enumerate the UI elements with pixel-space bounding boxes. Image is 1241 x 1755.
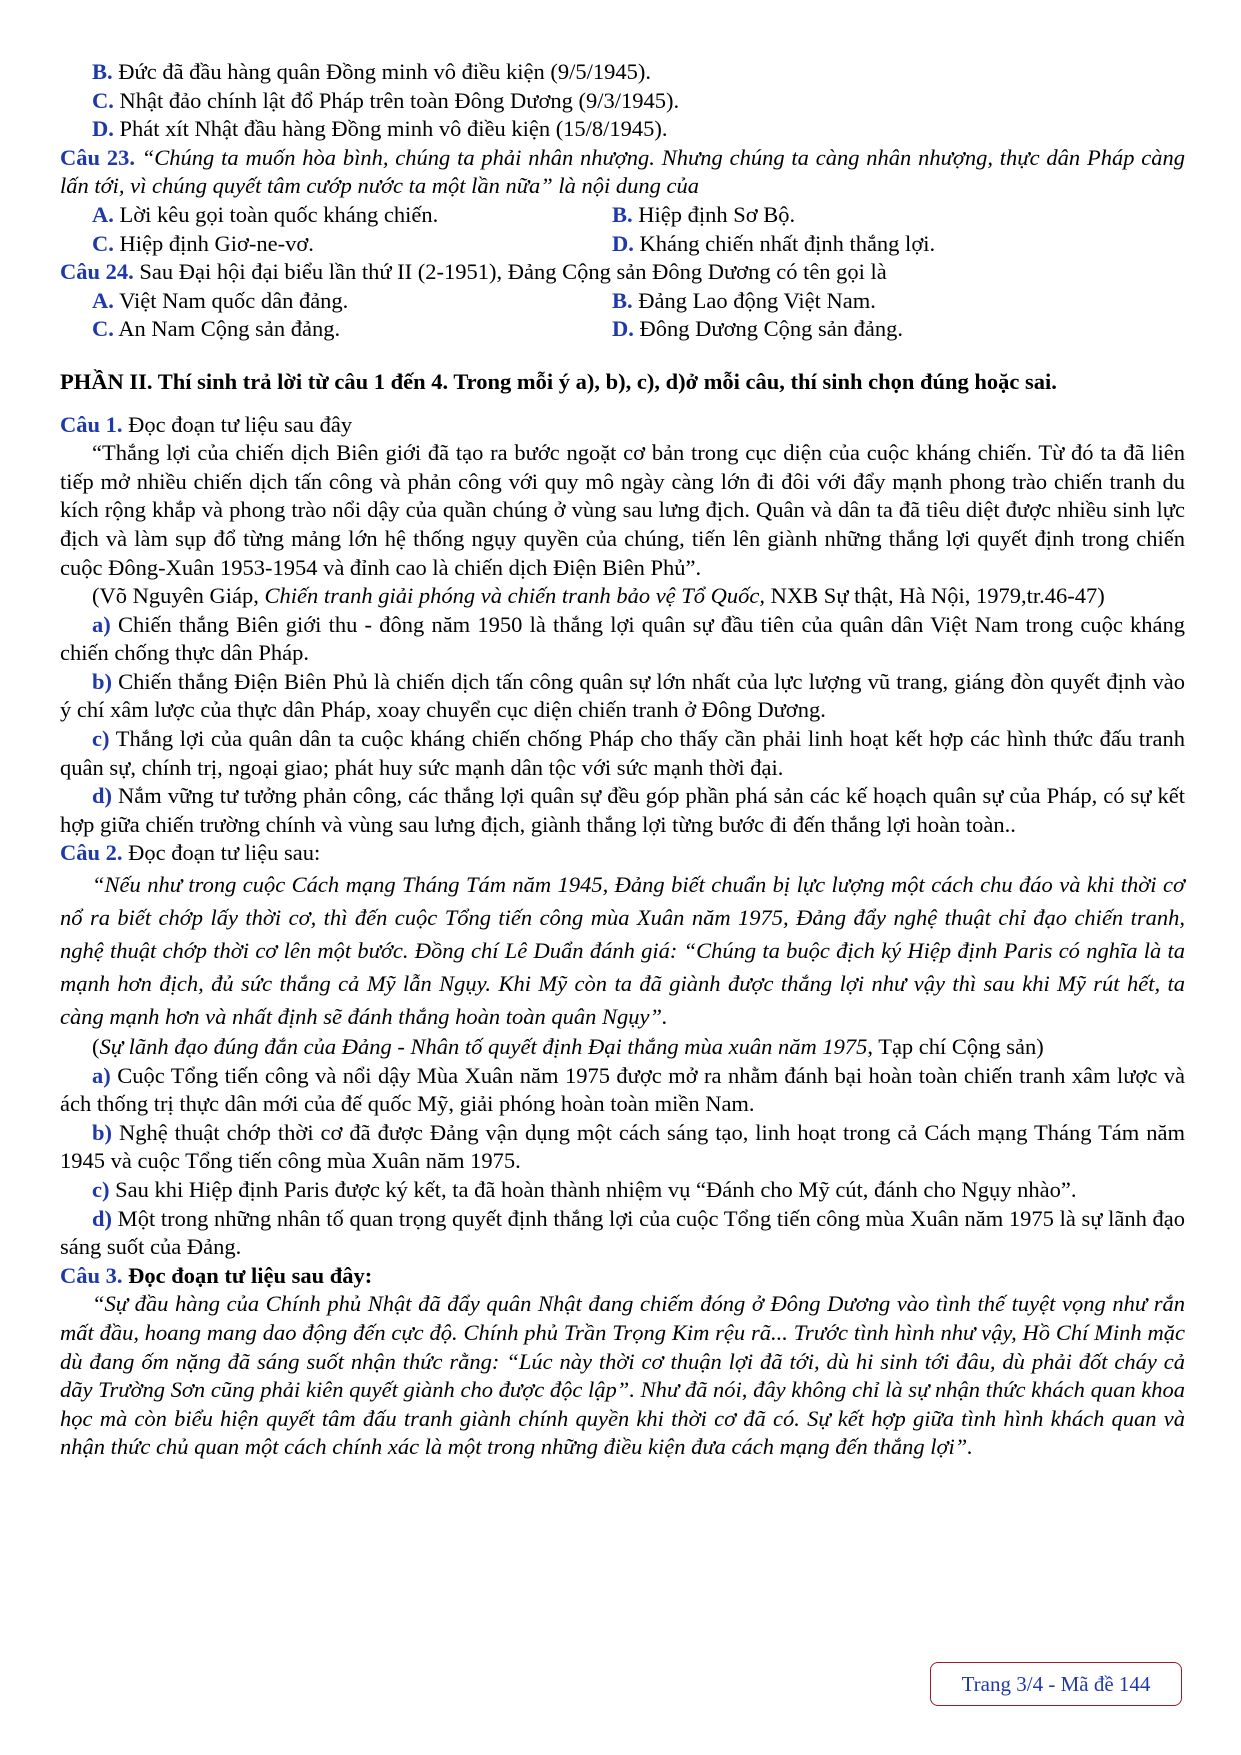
option-text: Đông Dương Cộng sản đảng. — [633, 316, 903, 342]
source-title: Sự lãnh đạo đúng đắn của Đảng - Nhân tố quyết định Đại thắng mùa xuân năm 1975 — [99, 1034, 868, 1060]
option-letter: C. — [92, 87, 114, 113]
option-text: Kháng chiến nhất định thắng lợi. — [633, 230, 936, 256]
question-number: Câu 23. — [60, 144, 135, 170]
question-number: Câu 1. — [60, 411, 123, 437]
item-letter: d) — [92, 783, 113, 809]
option-letter: A. — [92, 287, 114, 313]
option-letter: B. — [92, 59, 113, 84]
item-letter: d) — [92, 1205, 113, 1231]
option-letter: C. — [92, 230, 114, 256]
item-letter: c) — [92, 1177, 110, 1202]
q24-options-row-1 — [60, 287, 1185, 316]
c2-item-c — [60, 1176, 1185, 1205]
question-number: Câu 2. — [60, 840, 123, 866]
option-text: Phát xít Nhật đầu hàng Đồng minh vô điều kiện (15/8/1945). — [113, 116, 668, 142]
item-letter: a) — [92, 1062, 111, 1088]
c2-item-a — [60, 1062, 1185, 1119]
question-intro: Đọc đoạn tư liệu sau đây — [122, 411, 353, 437]
item-text: Chiến thắng Biên giới thu - đông năm 1950 là thắng lợi quân sự đầu tiên của quân dân Việt Nam trong cuộc kháng chiến chống thực dân Pháp. — [60, 611, 1185, 666]
item-text: Nắm vững tư tưởng phản công, các thắng lợi quân sự đều góp phần phá sản các kế hoạch quân sự của Pháp, có sự kết hợp giữa chiến trường chính và vùng sau lưng địch, giành thắng lợi từng bước đi đến thắng lợi hoàn toàn.. — [60, 783, 1185, 837]
page-footer-text: Trang 3/4 - Mã đề 144 — [961, 1671, 1151, 1696]
item-letter: a) — [92, 611, 111, 637]
option-text: Hiệp định Sơ Bộ. — [632, 201, 796, 227]
source-prefix: ( — [92, 1034, 100, 1060]
q24-stem — [60, 258, 1185, 287]
c2-heading — [60, 839, 1185, 868]
source-suffix: , Tạp chí Cộng sản) — [867, 1034, 1044, 1060]
part2-heading: PHẦN II. Thí sinh trả lời từ câu 1 đến 4. Trong mỗi ý a), b), c), d)ở mỗi câu, thí sinh chọn đúng hoặc sai. — [60, 368, 1057, 394]
q24-option-b — [612, 287, 1132, 316]
c1-heading — [60, 411, 1185, 440]
option-letter: D. — [92, 116, 114, 142]
c1-item-c — [60, 725, 1185, 782]
c3-quote: “Sự đầu hàng của Chính phủ Nhật đã đẩy quân Nhật đang chiếm đóng ở Đông Dương vào tình thế tuyệt vọng như rắn mất đầu, hoang mang dao động đến cực độ. Chính phủ Trần Trọng Kim rệu rã... Trước tình hình như vậy, Hồ Chí Minh mặc dù đang ốm nặng đã sáng suốt nhận thức rằng: “Lúc này thời cơ thuận lợi đã tới, dù hi sinh tới đâu, dù phải đốt cháy cả dãy Trường Sơn cũng phải kiên quyết giành cho được độc lập”. Như đã nói, đây không chỉ là sự nhận thức khách quan khoa học mà còn biểu hiện quyết tâm đấu tranh giành chính quyền khi thời cơ đã có. Sự kết hợp giữa tình hình khách quan và nhận thức chủ quan một cách chính xác là một trong những điều kiện đưa cách mạng đến thắng lợi”. — [60, 1291, 1185, 1460]
item-letter: c) — [92, 726, 110, 752]
option-text: Đảng Lao động Việt Nam. — [632, 287, 876, 313]
c1-source — [60, 582, 1185, 611]
q23-option-c — [92, 230, 612, 259]
item-text: Nghệ thuật chớp thời cơ đã được Đảng vận dụng một cách sáng tạo, linh hoạt trong cả Cách mạng Tháng Tám năm 1945 và cuộc Tổng tiến công mùa Xuân năm 1975. — [60, 1119, 1185, 1174]
page-footer-badge — [930, 1662, 1182, 1706]
option-letter: C. — [92, 316, 114, 342]
option-letter: B. — [612, 287, 633, 313]
q23-options-row-1 — [60, 201, 1185, 230]
c1-item-b — [60, 668, 1185, 725]
c2-item-b — [60, 1119, 1185, 1176]
option-letter: D. — [612, 316, 634, 342]
question-text: Sau Đại hội đại biểu lần thứ II (2-1951), Đảng Cộng sản Đông Dương có tên gọi là — [133, 259, 887, 285]
option-text: Hiệp định Giơ-ne-vơ. — [113, 230, 314, 256]
option-text: Lời kêu gọi toàn quốc kháng chiến. — [113, 201, 439, 227]
source-title: Chiến tranh giải phóng và chiến tranh bảo vệ Tổ Quốc, — [264, 583, 766, 609]
option-text: Việt Nam quốc dân đảng. — [113, 287, 349, 313]
option-letter: A. — [92, 201, 114, 227]
c2-quote: “Nếu như trong cuộc Cách mạng Tháng Tám năm 1945, Đảng biết chuẩn bị lực lượng một cách chu đáo và khi thời cơ nổ ra biết chớp lấy thời cơ, thì đến cuộc Tổng tiến công mùa Xuân năm 1975, Đảng đẩy nghệ thuật chỉ đạo chiến tranh, nghệ thuật chớp thời cơ lên một bước. Đồng chí Lê Duẩn đánh giá: “Chúng ta buộc địch ký Hiệp định Paris có nghĩa là ta mạnh hơn địch, đủ sức thắng cả Mỹ lẫn Ngụy. Khi Mỹ còn ta đã giành được thắng lợi như vậy thì sau khi Mỹ rút hết, ta càng mạnh hơn và nhất định sẽ đánh thắng hoàn toàn quân Ngụy”. — [60, 872, 1185, 1030]
q23-option-a — [92, 201, 612, 230]
c1-quote: “Thắng lợi của chiến dịch Biên giới đã tạo ra bước ngoặt cơ bản trong cục diện của cuộc kháng chiến. Từ đó ta đã liên tiếp mở nhiều chiến dịch tấn công và phản công với quy mô ngày càng lớn đi đôi với đẩy mạnh phong trào chiến tranh du kích rộng khắp và phong trào nổi dậy của quần chúng ở vùng sau lưng địch. Quân và dân ta đã tiêu diệt được nhiều sinh lực địch và làm sụp đổ từng mảng lớn hệ thống ngụy quyền của chúng, tiến lên giành những thắng lợi quyết định trong chiến cuộc Đông-Xuân 1953-1954 và đỉnh cao là chiến dịch Điện Biên Phủ”. — [60, 440, 1185, 580]
option-letter: B. — [612, 201, 633, 227]
option-letter: D. — [612, 230, 634, 256]
q22-option-b — [60, 58, 1185, 87]
q24-options-row-2 — [60, 315, 1185, 344]
c2-item-d — [60, 1205, 1185, 1262]
q23-options-row-2 — [60, 230, 1185, 259]
c2-source — [60, 1033, 1185, 1062]
question-intro: Đọc đoạn tư liệu sau: — [122, 840, 321, 866]
q24-option-d — [612, 315, 1132, 344]
item-text: Một trong những nhân tố quan trọng quyết định thắng lợi của cuộc Tổng tiến công mùa Xuân năm 1975 là sự lãnh đạo sáng suốt của Đảng. — [60, 1205, 1185, 1260]
item-letter: b) — [92, 1119, 113, 1145]
question-intro: Đọc đoạn tư liệu sau đây: — [122, 1262, 373, 1288]
q24-option-a — [92, 287, 612, 316]
source-prefix: (Võ Nguyên Giáp, — [92, 583, 265, 609]
exam-page — [60, 58, 1185, 1462]
option-text: Đức đã đầu hàng quân Đồng minh vô điều kiện (9/5/1945). — [112, 59, 651, 84]
source-suffix: NXB Sự thật, Hà Nội, 1979,tr.46-47) — [765, 583, 1105, 609]
item-text: Chiến thắng Điện Biên Phủ là chiến dịch tấn công quân sự lớn nhất của lực lượng vũ trang, giáng đòn quyết định vào ý chí xâm lược của thực dân Pháp, xoay chuyển cục diện chiến tranh ở Đông Dương. — [60, 668, 1185, 723]
item-text: Cuộc Tổng tiến công và nổi dậy Mùa Xuân năm 1975 được mở ra nhằm đánh bại hoàn toàn chiến tranh xâm lược và ách thống trị thực dân mới của đế quốc Mỹ, giải phóng hoàn toàn miền Nam. — [60, 1062, 1185, 1117]
item-text: Thắng lợi của quân dân ta cuộc kháng chiến chống Pháp cho thấy cần phải linh hoạt kết hợp các hình thức đấu tranh quân sự, chính trị, ngoại giao; phát huy sức mạnh dân tộc với sức mạnh thời đại. — [60, 726, 1185, 780]
option-text: Nhật đảo chính lật đổ Pháp trên toàn Đông Dương (9/3/1945). — [113, 87, 680, 113]
c1-item-d — [60, 782, 1185, 839]
question-number: Câu 24. — [60, 259, 134, 285]
q23-option-d — [612, 230, 1132, 259]
c1-item-a — [60, 611, 1185, 668]
option-text: An Nam Cộng sản đảng. — [113, 316, 341, 342]
q22-option-d — [60, 115, 1185, 144]
q23-stem — [60, 144, 1185, 201]
q24-option-c — [92, 315, 612, 344]
c3-heading — [60, 1262, 1185, 1291]
item-letter: b) — [92, 668, 113, 694]
question-text: “Chúng ta muốn hòa bình, chúng ta phải nhân nhượng. Nhưng chúng ta càng nhân nhượng, thực dân Pháp càng lấn tới, vì chúng quyết tâm cướp nước ta một lần nữa” là nội dung của — [60, 144, 1185, 199]
item-text: Sau khi Hiệp định Paris được ký kết, ta đã hoàn thành nhiệm vụ “Đánh cho Mỹ cút, đánh cho Ngụy nhào”. — [109, 1177, 1077, 1202]
q23-option-b — [612, 201, 1132, 230]
q22-option-c — [60, 87, 1185, 116]
question-number: Câu 3. — [60, 1262, 123, 1288]
